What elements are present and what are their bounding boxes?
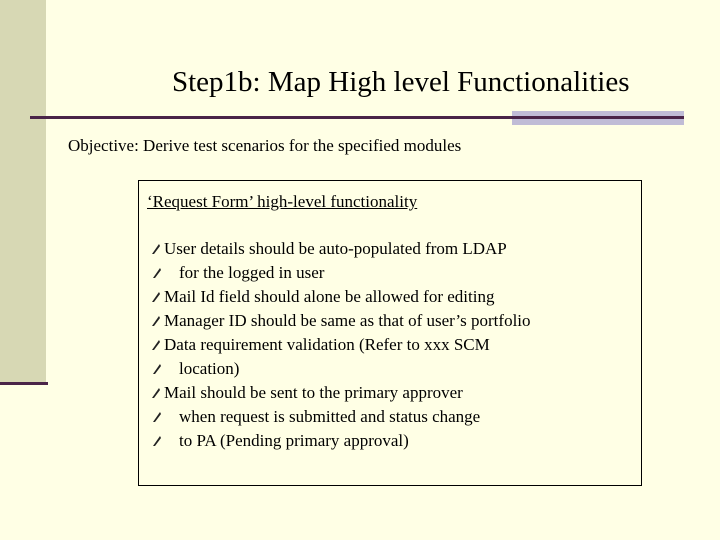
diamond-bullet-icon [152,435,162,447]
list-item-text: for the logged in user [179,263,325,282]
list-item-text: Manager ID should be same as that of user’s portfolio [164,311,531,330]
list-item-text: when request is submitted and status change [179,407,481,426]
left-accent-bar [0,0,46,383]
left-accent-line [0,382,48,385]
title-divider-accent [512,111,684,125]
objective-text: Objective: Derive test scenarios for the specified modules [68,136,462,155]
slide-title: Step1b: Map High level Functionalities [172,66,630,98]
list-item-text: Mail should be sent to the primary approver [164,383,463,402]
list-item-text: Data requirement validation (Refer to xxx SCM [164,335,490,354]
list-item-text: User details should be auto-populated from LDAP [164,239,507,258]
diamond-bullet-icon [152,411,162,423]
diamond-bullet-icon [151,339,161,351]
diamond-bullet-icon [152,267,162,279]
functionality-box [138,180,642,486]
diamond-bullet-icon [151,243,161,255]
diamond-bullet-icon [151,387,161,399]
list-item-text: location) [179,359,240,378]
list-item-text: to PA (Pending primary approval) [179,431,409,450]
box-heading: ‘Request Form’ high-level functionality [147,192,418,211]
diamond-bullet-icon [151,315,161,327]
list-item-text: Mail Id field should alone be allowed for editing [164,287,495,306]
diamond-bullet-icon [152,363,162,375]
diamond-bullet-icon [151,291,161,303]
